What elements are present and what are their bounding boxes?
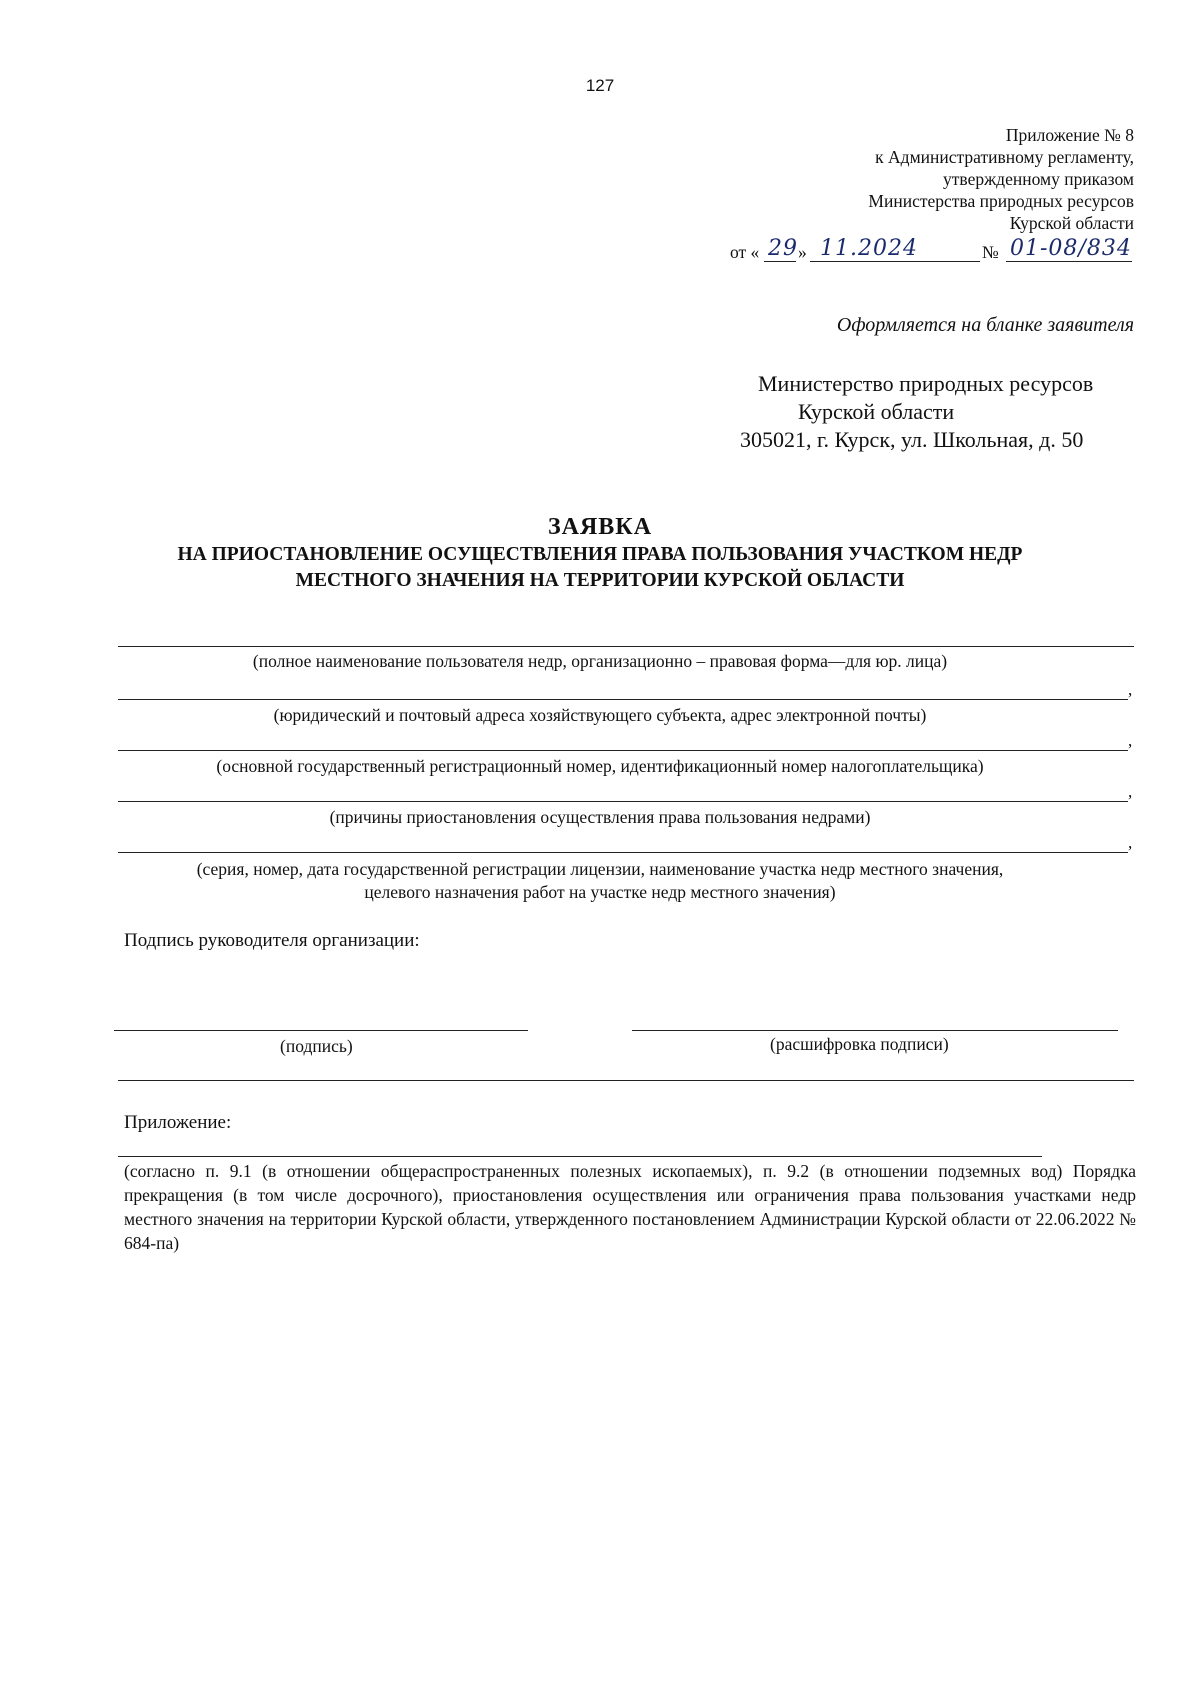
subtitle-line: МЕСТНОГО ЗНАЧЕНИЯ НА ТЕРРИТОРИИ КУРСКОЙ ОБЛАСТИ (295, 570, 905, 591)
signature-decode-caption: (расшифровка подписи) (770, 1034, 949, 1054)
attachment-description (124, 1159, 1136, 1255)
appendix-header (868, 124, 1134, 234)
addressee-line: 305021, г. Курск, ул. Школьная, д. 50 (740, 427, 1084, 452)
document-title: ЗАЯВКА (547, 514, 653, 540)
field-caption: (причины приостановления осуществления права пользования недрами) (329, 807, 871, 827)
page-number: 127 (585, 76, 615, 95)
order-number-sign: № (982, 242, 999, 262)
comma: , (1128, 680, 1133, 699)
field-caption: (юридический и почтовый адреса хозяйствующего субъекта, адрес электронной почты) (273, 705, 927, 725)
field-caption: (полное наименование пользователя недр, организационно – правовая форма—для юр. лица) (252, 651, 948, 671)
comma: , (1128, 833, 1133, 852)
field-line[interactable] (118, 801, 1128, 802)
letterhead-note: Оформляется на бланке заявителя (836, 314, 1134, 336)
comma: , (1128, 782, 1133, 801)
field-caption (0, 858, 1200, 904)
order-quote-close: » (798, 242, 807, 262)
field-line[interactable] (118, 699, 1128, 700)
attachment-line[interactable] (118, 1156, 1042, 1157)
caption-line: (серия, номер, дата государственной регистрации лицензии, наименование участка недр местного значения, (196, 859, 1004, 879)
field-line[interactable] (118, 646, 1134, 647)
order-date-number (730, 238, 1132, 266)
comma: , (1128, 731, 1133, 750)
appendix-line: Курской области (1009, 213, 1134, 233)
attachment-heading: Приложение: (124, 1112, 232, 1133)
appendix-line: утвержденному приказом (943, 169, 1134, 189)
field-caption: (основной государственный регистрационный номер, идентификационный номер налогоплательщика) (216, 756, 984, 776)
order-month-year-handwritten: 11.2024 (820, 236, 918, 261)
field-line[interactable] (118, 750, 1128, 751)
signature-heading: Подпись руководителя организации: (124, 930, 420, 951)
order-prefix: от « (730, 242, 760, 262)
addressee-line: Курской области (798, 399, 955, 424)
subtitle-line: НА ПРИОСТАНОВЛЕНИЕ ОСУЩЕСТВЛЕНИЯ ПРАВА ПОЛЬЗОВАНИЯ УЧАСТКОМ НЕДР (177, 544, 1023, 565)
signature-line[interactable] (114, 1030, 528, 1031)
appendix-line: Министерства природных ресурсов (868, 191, 1134, 211)
addressee-line: Министерство природных ресурсов (758, 371, 1094, 396)
document-subtitle (0, 542, 1200, 594)
caption-line: целевого назначения работ на участке недр местного значения) (364, 882, 836, 902)
field-line[interactable] (118, 852, 1128, 853)
order-day-handwritten: 29 (768, 236, 798, 261)
appendix-line: к Административному регламенту, (875, 147, 1134, 167)
signature-decode-line[interactable] (632, 1030, 1118, 1031)
attachment-text: (согласно п. 9.1 (в отношении общераспространенных полезных ископаемых), п. 9.2 (в отношении подземных вод) Порядка прекращения (в том числе досрочного), приостановления осуществления или ограничения права пользования участками недр местного значения на территории Курской области, утвержденного постановлением Администрации Курской области от 22.06.2022 № 684-па) (124, 1161, 1136, 1253)
order-number-handwritten: 01-08/834 (1010, 236, 1132, 261)
separator-line (118, 1080, 1134, 1081)
signature-caption: (подпись) (280, 1036, 353, 1056)
appendix-line: Приложение № 8 (1005, 125, 1134, 145)
